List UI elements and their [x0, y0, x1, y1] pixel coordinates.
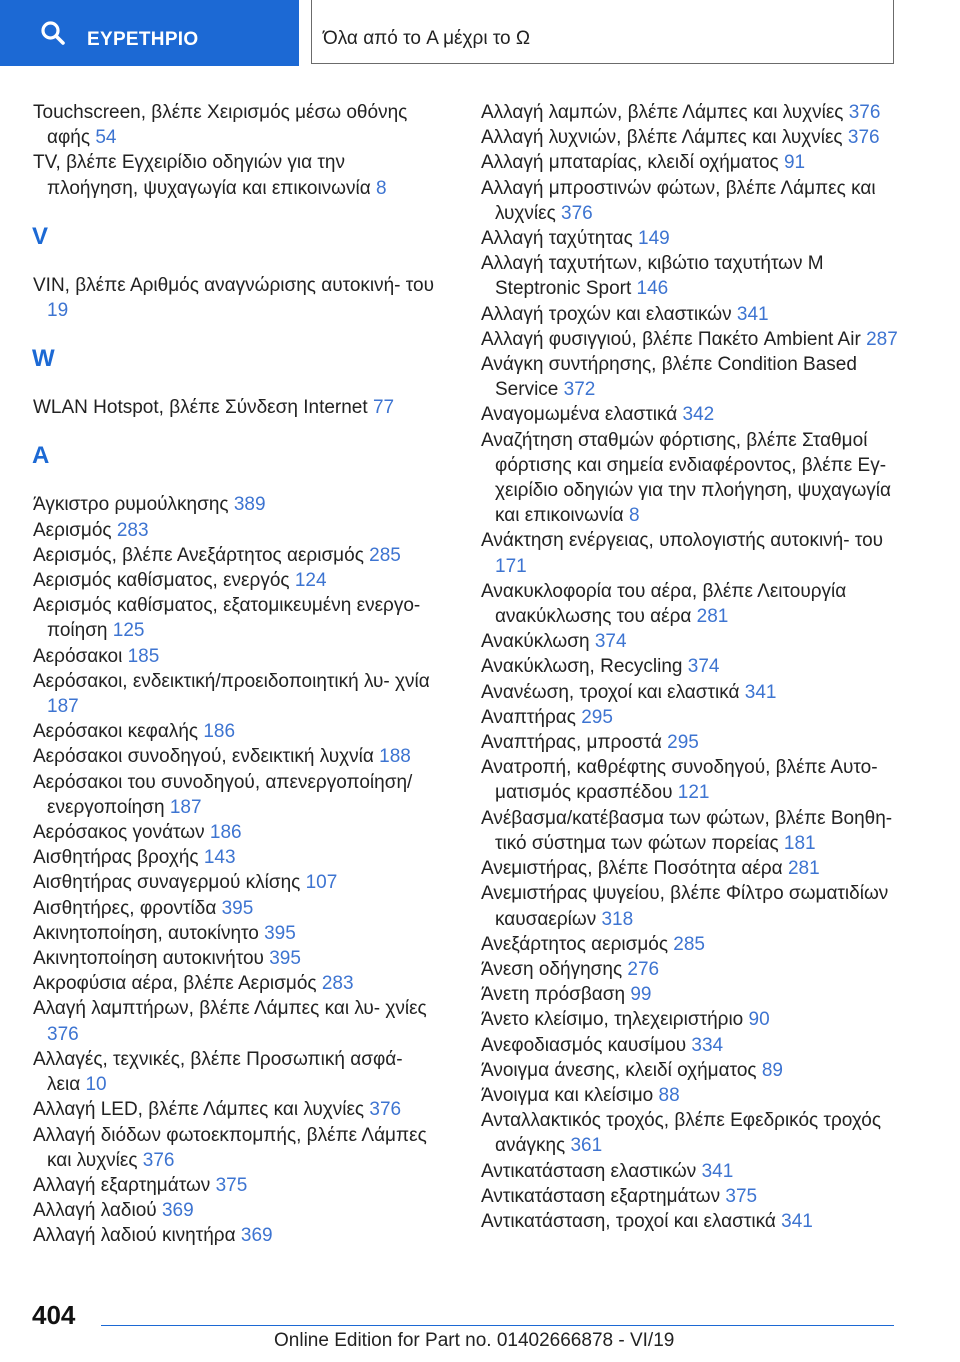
index-entry-text: Άνετο κλείσιμο, τηλεχειριστήριο: [481, 1009, 744, 1031]
index-entry-text: Αερόσακοι κεφαλής: [33, 721, 199, 743]
index-page-link[interactable]: 369: [161, 1200, 194, 1222]
index-entry-text: Ανεφοδιασμός καυσίμου: [481, 1034, 687, 1056]
index-page-link[interactable]: 376: [369, 1099, 402, 1121]
index-entry-text: Αλλαγή εξαρτημάτων: [33, 1174, 211, 1196]
index-page-link[interactable]: 285: [673, 933, 705, 955]
index-entry-text: Αισθητήρας συναγερμού κλίσης: [33, 872, 301, 894]
index-entry: [33, 543, 438, 568]
search-icon: [40, 20, 66, 46]
index-entry-text: Άνοιγμα άνεσης, κλειδί οχήματος: [481, 1059, 757, 1081]
index-entry-text: Αλλαγή λαμπών, βλέπε Λάμπες και λυχνίες: [481, 102, 844, 123]
index-entry-text: Αναπτήρας, μπροστά: [481, 732, 662, 754]
index-entry-text: Αερισμός καθίσματος, ενεργός: [33, 570, 290, 592]
index-entry: [481, 680, 901, 705]
page-header: [0, 0, 960, 66]
index-entry-text: Touchscreen, βλέπε Χειρισμός μέσω οθόνης αφής: [33, 102, 408, 149]
index-page-link[interactable]: 395: [221, 897, 254, 919]
index-letter-heading: W: [32, 345, 55, 373]
index-letter-heading: Α: [32, 442, 50, 470]
index-entry-text: Αναζήτηση σταθμών φόρτισης, βλέπε Σταθμοί φόρτισης και σημεία ενδιαφέροντος, βλέπε Εγ- χειρίδιο οδηγιών για την πλοήγηση, ψυχαγωγία και επικοινωνία: [481, 429, 892, 527]
index-entry: [481, 402, 901, 427]
index-entry-text: Αλλαγή διόδων φωτοεκπομπής, βλέπε Λάμπες και λυχνίες: [33, 1124, 427, 1171]
index-entry-text: Ανεμιστήρας ψυγείου, βλέπε Φίλτρο σωματιδίων καυσαερίων: [481, 883, 889, 930]
index-entry: [481, 1184, 901, 1209]
index-entry: [481, 125, 901, 150]
index-page-link[interactable]: 171: [495, 555, 527, 577]
index-entry: [481, 579, 901, 629]
index-page-link[interactable]: 341: [701, 1160, 734, 1182]
index-page-link[interactable]: 376: [848, 102, 881, 123]
index-entry-text: VIN, βλέπε Αριθμός αναγνώρισης αυτοκινή- του: [33, 274, 434, 296]
index-entry: [33, 669, 438, 719]
index-entry: [481, 755, 901, 805]
index-page-link[interactable]: 99: [630, 984, 652, 1006]
index-entry: [33, 946, 438, 971]
index-page-link[interactable]: 376: [847, 127, 880, 149]
index-entry: [481, 1083, 901, 1108]
index-entry-text: Ανεξάρτητος αερισμός: [481, 933, 669, 955]
index-entry-text: WLAN Hotspot, βλέπε Σύνδεση Internet: [33, 397, 368, 419]
index-entry: [33, 870, 438, 895]
index-page-link[interactable]: 186: [209, 822, 242, 844]
index-entry: [33, 1097, 438, 1122]
index-page-link[interactable]: 8: [376, 177, 387, 199]
index-entry: [481, 1007, 901, 1032]
index-entry-text: Ανακύκλωση, Recycling: [481, 656, 683, 678]
index-entry: [481, 957, 901, 982]
index-page-link[interactable]: 186: [203, 721, 236, 743]
index-page-link[interactable]: 372: [563, 379, 596, 401]
index-page-link[interactable]: 149: [638, 228, 670, 250]
index-entry: [481, 932, 901, 957]
index-entry-text: Αλλαγή ταχύτητας: [481, 228, 633, 250]
index-entry-text: Ανανέωση, τροχοί και ελαστικά: [481, 681, 740, 703]
index-entry-text: Αλλαγές, τεχνικές, βλέπε Προσωπική ασφά- λεια: [33, 1048, 403, 1096]
index-page-link[interactable]: 125: [112, 620, 145, 642]
index-entry-text: Αερόσακοι: [33, 645, 123, 667]
index-entry-text: Ακινητοποίηση, αυτοκίνητο: [33, 922, 259, 944]
index-page-link[interactable]: 187: [47, 696, 79, 718]
index-entry-text: Αερισμός: [33, 519, 112, 541]
index-page-link[interactable]: 376: [561, 202, 593, 224]
index-page-link[interactable]: 276: [627, 958, 660, 980]
index-entry: [33, 770, 438, 820]
index-tab[interactable]: [0, 0, 299, 66]
index-entry-text: Αλλαγή μπροστινών φώτων, βλέπε Λάμπες και λυχνίες: [481, 177, 876, 224]
index-page-link[interactable]: 341: [736, 303, 769, 325]
index-entry: [481, 1033, 901, 1058]
index-entry: [33, 896, 438, 921]
index-entry: [33, 273, 438, 323]
index-entry: [481, 1108, 901, 1158]
index-entry-text: Ανταλλακτικός τροχός, βλέπε Εφεδρικός τροχός ανάγκης: [481, 1110, 882, 1157]
index-entry-text: Αλλαγή LED, βλέπε Λάμπες και λυχνίες: [33, 1099, 365, 1121]
index-entry: [481, 730, 901, 755]
index-page-link[interactable]: 374: [687, 656, 720, 678]
index-entry-text: Αναγομωμένα ελαστικά: [481, 404, 678, 426]
index-page-link[interactable]: 295: [581, 706, 613, 728]
index-page-link[interactable]: 19: [47, 300, 69, 322]
index-entry: [33, 644, 438, 669]
index-page-link[interactable]: 375: [725, 1185, 758, 1207]
index-entry: [33, 1173, 438, 1198]
index-entry-text: Ανατροπή, καθρέφτης συνοδηγού, βλέπε Αυτο- ματισμός κρασπέδου: [481, 757, 878, 804]
index-entry: [33, 568, 438, 593]
index-page-link[interactable]: 283: [116, 519, 149, 541]
index-column-left: [33, 100, 438, 1249]
index-page-link[interactable]: 283: [321, 973, 354, 995]
index-page-link[interactable]: 124: [294, 570, 327, 592]
index-entry: [481, 982, 901, 1007]
index-entry-text: Αλλαγή φυσιγγιού, βλέπε Πακέτο Ambient Air: [481, 328, 861, 350]
index-page-link[interactable]: 376: [142, 1149, 175, 1171]
index-entry-text: Αλλαγή λαδιού: [33, 1200, 157, 1222]
index-page-link[interactable]: 395: [264, 922, 296, 944]
index-entry: [481, 100, 901, 125]
index-entry: [481, 428, 901, 529]
index-entry-text: Αερόσακοι συνοδηγού, ενδεικτική λυχνία: [33, 746, 374, 768]
index-entry: [481, 1058, 901, 1083]
index-entry: [33, 1198, 438, 1223]
index-page-link[interactable]: 281: [787, 858, 820, 880]
index-page-link[interactable]: 341: [781, 1210, 813, 1232]
index-page-link[interactable]: 374: [594, 631, 627, 653]
index-page-link[interactable]: 89: [761, 1059, 783, 1081]
index-entry-text: Αντικατάσταση, τροχοί και ελαστικά: [481, 1210, 776, 1232]
index-letter-heading: V: [32, 222, 49, 250]
index-page-link[interactable]: 185: [127, 645, 160, 667]
index-entry: [481, 226, 901, 251]
index-page-link[interactable]: 287: [866, 328, 898, 350]
index-entry-text: Αισθητήρας βροχής: [33, 847, 199, 869]
index-entry-text: Αλλαγή λαδιού κινητήρα: [33, 1225, 236, 1247]
index-entry: [481, 302, 901, 327]
index-entry: [33, 719, 438, 744]
index-entry-text: Αντικατάσταση εξαρτημάτων: [481, 1185, 721, 1207]
index-entry-text: Αντικατάσταση ελαστικών: [481, 1160, 697, 1182]
index-page-link[interactable]: 361: [570, 1135, 603, 1157]
index-entry: [481, 327, 901, 352]
index-entry: [481, 1209, 901, 1234]
index-entry-text: Άνετη πρόσβαση: [481, 984, 626, 1006]
index-entry: [481, 150, 901, 175]
index-page-link[interactable]: 77: [372, 397, 395, 419]
index-page-link[interactable]: 143: [203, 847, 236, 869]
index-entry-text: Άνεση οδήγησης: [481, 958, 623, 980]
index-entry: [33, 492, 438, 517]
index-entry-text: Αλλαγή λυχνιών, βλέπε Λάμπες και λυχνίες: [481, 127, 843, 149]
footer-edition: Online Edition for Part no. 01402666878 - VI/19: [274, 1330, 675, 1351]
index-page-link[interactable]: 281: [696, 606, 729, 628]
index-entry-text: Άνοιγμα και κλείσιμο: [481, 1084, 654, 1106]
index-entry: [33, 100, 438, 150]
index-entry-text: Αερισμός καθίσματος, εξατομικευμένη ενεργο- ποίηση: [33, 595, 421, 642]
index-page-link[interactable]: 295: [667, 732, 699, 754]
breadcrumb: [311, 0, 894, 64]
index-entry: [481, 1159, 901, 1184]
index-entry: [33, 395, 438, 420]
index-page-link[interactable]: 54: [95, 127, 117, 149]
index-entry-text: Αλλαγή μπαταρίας, κλειδί οχήματος: [481, 152, 779, 174]
index-entry-text: Ανεμιστήρας, βλέπε Ποσότητα αέρα: [481, 858, 783, 880]
index-entry-text: Αερόσακοι, ενδεικτική/προειδοποιητική λυ- χνία: [33, 670, 430, 692]
index-entry: [33, 518, 438, 543]
index-page-link[interactable]: 107: [305, 872, 338, 894]
index-entry: [481, 251, 901, 301]
index-page-link[interactable]: 285: [369, 544, 401, 566]
index-entry-text: Αλαγή λαμπτήρων, βλέπε Λάμπες και λυ- χνίες: [33, 998, 427, 1020]
index-entry: [481, 654, 901, 679]
index-entry: [481, 705, 901, 730]
footer-divider: [101, 1325, 894, 1326]
index-entry: [481, 881, 901, 931]
index-page-link[interactable]: 375: [215, 1174, 248, 1196]
index-page-link[interactable]: 395: [269, 948, 301, 970]
index-entry: [33, 150, 438, 200]
index-page-link[interactable]: 369: [240, 1225, 273, 1247]
index-entry-text: Αναπτήρας: [481, 706, 576, 728]
index-entry: [481, 629, 901, 654]
index-page-link[interactable]: 389: [233, 494, 266, 516]
index-entry-text: Αερισμός, βλέπε Ανεξάρτητος αερισμός: [33, 544, 364, 566]
index-page-link[interactable]: 8: [628, 505, 640, 527]
index-entry: [33, 820, 438, 845]
index-entry: [481, 352, 901, 402]
index-entry-text: Ανέβασμα/κατέβασμα των φώτων, βλέπε Βοηθη- τικό σύστημα των φώτων πορείας: [481, 807, 893, 854]
index-page-link[interactable]: 342: [682, 404, 715, 426]
index-page-link[interactable]: 376: [47, 1023, 79, 1045]
index-entry: [33, 1047, 438, 1097]
index-entry: [481, 806, 901, 856]
index-page-link[interactable]: 90: [748, 1009, 770, 1031]
index-entry-text: Αλλαγή ταχυτήτων, κιβώτιο ταχυτήτων M Steptronic Sport: [481, 253, 824, 300]
index-entry: [33, 971, 438, 996]
index-entry: [33, 921, 438, 946]
index-entry: [33, 996, 438, 1046]
index-page-link[interactable]: 121: [677, 782, 710, 804]
index-page-link[interactable]: 188: [379, 746, 411, 768]
index-entry-text: TV, βλέπε Εγχειρίδιο οδηγιών για την πλοήγηση, ψυχαγωγία και επικοινωνία: [33, 152, 371, 199]
index-entry-text: Αλλαγή τροχών και ελαστικών: [481, 303, 732, 325]
index-entry-text: Ανάγκη συντήρησης, βλέπε Condition Based Service: [481, 354, 857, 401]
index-entry-text: Ανάκτηση ενέργειας, υπολογιστής αυτοκινή- του: [481, 530, 884, 552]
index-page-link[interactable]: 91: [783, 152, 806, 174]
index-entry-text: Ακινητοποίηση αυτοκινήτου: [33, 948, 264, 970]
index-entry: [481, 528, 901, 578]
index-entry: [33, 845, 438, 870]
index-entry: [33, 744, 438, 769]
index-entry-text: Αερόσακος γονάτων: [33, 822, 205, 844]
index-entry-text: Ανακύκλωση: [481, 631, 590, 653]
index-entry-text: Αερόσακοι του συνοδηγού, απενεργοποίηση/ ενεργοποίηση: [33, 771, 413, 818]
index-tab-label: ΕΥΡΕΤΗΡΙΟ: [87, 29, 199, 50]
index-page-link[interactable]: 88: [658, 1084, 680, 1106]
index-entry: [481, 856, 901, 881]
page-number: 404: [32, 1300, 76, 1330]
index-page-link[interactable]: 318: [601, 908, 634, 930]
index-entry: [33, 593, 438, 643]
index-page-link[interactable]: 341: [744, 681, 777, 703]
index-entry-text: Άγκιστρο ρυμούλκησης: [33, 494, 229, 516]
index-entry-text: Ανακυκλοφορία του αέρα, βλέπε Λειτουργία ανακύκλωσης του αέρα: [481, 580, 847, 628]
index-entry: [33, 1223, 438, 1248]
index-page-link[interactable]: 187: [169, 796, 202, 818]
index-entry-text: Ακροφύσια αέρα, βλέπε Αερισμός: [33, 973, 317, 995]
index-page-link[interactable]: 334: [691, 1034, 724, 1056]
index-column-right: [481, 100, 901, 1234]
index-entry: [33, 1123, 438, 1173]
index-page-link[interactable]: 181: [783, 832, 816, 854]
index-entry: [481, 176, 901, 226]
index-page-link[interactable]: 146: [636, 278, 669, 300]
index-page-link[interactable]: 10: [85, 1074, 107, 1096]
breadcrumb-text: Όλα από το A μέχρι το Ω: [323, 28, 531, 49]
index-entry-text: Αισθητήρες, φροντίδα: [33, 897, 217, 919]
